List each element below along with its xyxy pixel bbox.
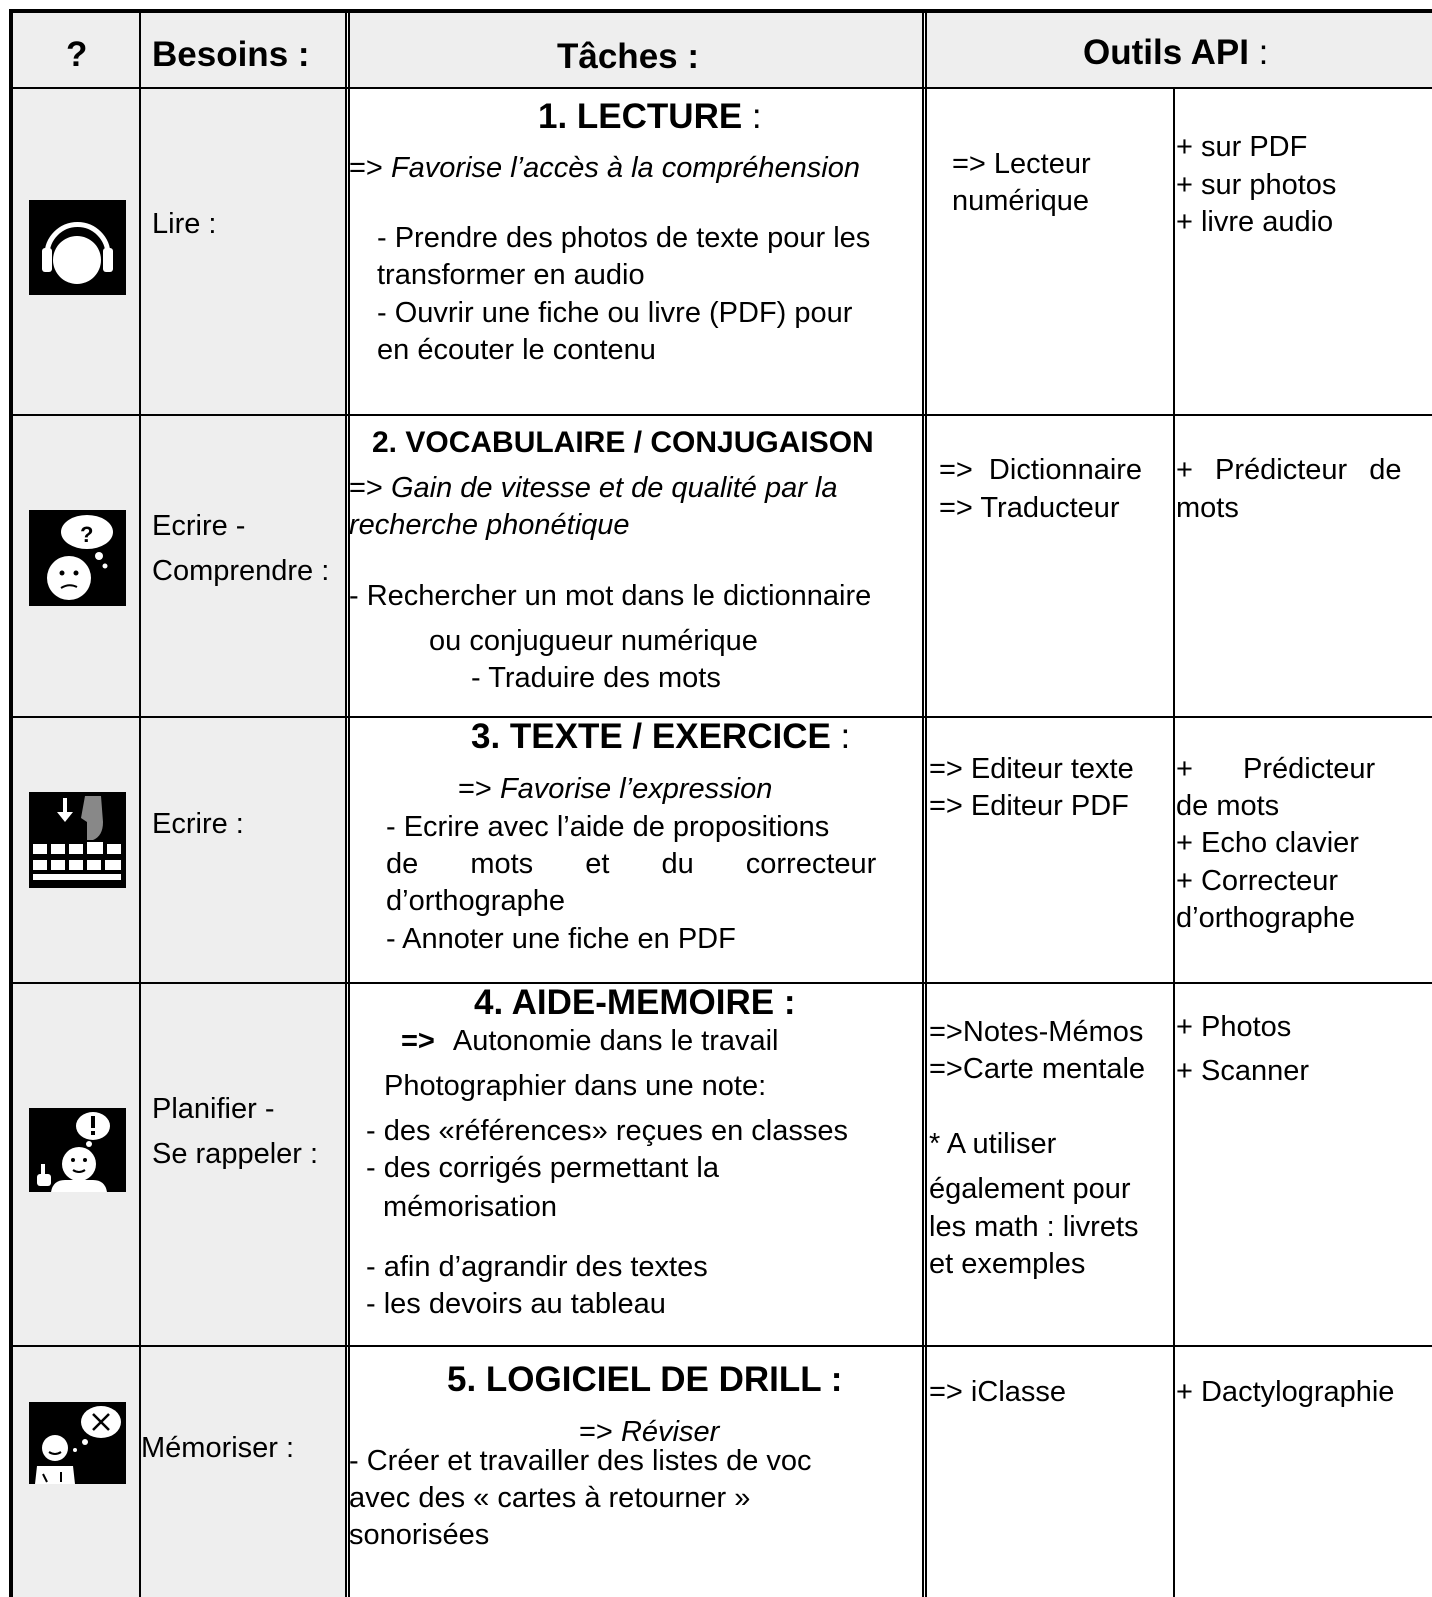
besoin-lire: Lire : <box>152 208 217 240</box>
extra-line: + sur photos <box>1176 169 1337 201</box>
header-taches: Tâches : <box>557 37 699 76</box>
task-line: mémorisation <box>383 1191 558 1223</box>
section-title-lecture <box>538 98 762 135</box>
extra-line: d’orthographe <box>1176 902 1355 934</box>
task-line: - Créer et travailler des listes de voc <box>349 1445 812 1477</box>
outil-line: => Traducteur <box>939 492 1120 524</box>
task-line: d’orthographe <box>386 885 565 917</box>
section-title-text: 1. LECTURE <box>538 97 743 136</box>
extra-line: + Echo clavier <box>1176 827 1359 859</box>
task-line: - Ouvrir une fiche ou livre (PDF) pour <box>377 297 853 329</box>
task-line: avec des « cartes à retourner » <box>349 1482 751 1514</box>
task-line: - Annoter une fiche en PDF <box>386 923 736 955</box>
subtitle-text: Favorise l’expression <box>499 773 773 805</box>
extra-line: + Dactylographie <box>1176 1376 1395 1408</box>
header-icon-col: ? <box>66 35 88 74</box>
besoin-ecrire-comprendre: Ecrire - <box>152 510 246 542</box>
outil-line: => iClasse <box>929 1376 1067 1408</box>
besoin-ecrire-comprendre-2: Comprendre : <box>152 555 330 587</box>
remember-idea-icon <box>29 1108 126 1192</box>
extra-line: + sur PDF <box>1176 131 1308 163</box>
task-line: de mots et du correcteur <box>386 848 877 880</box>
task-line: - des «références» reçues en classes <box>366 1115 848 1147</box>
subtitle-vocabulaire-2: recherche phonétique <box>349 509 630 541</box>
task-line: - Rechercher un mot dans le dictionnaire <box>349 580 872 612</box>
task-line: en écouter le contenu <box>377 334 656 366</box>
section-title-aide-memoire: 4. AIDE-MEMOIRE : <box>474 983 796 1022</box>
besoin-memoriser: Mémoriser : <box>141 1432 295 1464</box>
section-title-suffix: : <box>830 717 851 756</box>
outil-note: également pour <box>929 1173 1131 1205</box>
subtitle-arrow: => <box>579 1416 621 1448</box>
besoin-planifier: Planifier - <box>152 1093 275 1125</box>
task-line: - les devoirs au tableau <box>366 1288 666 1320</box>
section-title-text: 3. TEXTE / EXERCICE <box>471 717 831 756</box>
subtitle-text: Réviser <box>620 1416 720 1448</box>
besoin-se-rappeler: Se rappeler : <box>152 1138 319 1170</box>
subtitle-text: Gain de vitesse et de qualité par la <box>390 472 838 504</box>
outil-line: => Dictionnaire <box>939 454 1143 486</box>
subtitle-aide-memoire <box>401 1023 779 1060</box>
extra-line: + Prédicteur de <box>1176 454 1402 486</box>
subtitle-text: Autonomie dans le travail <box>452 1025 779 1057</box>
task-line: - Prendre des photos de texte pour les <box>377 222 871 254</box>
memorize-thought-icon <box>29 1402 126 1484</box>
task-line: Photographier dans une note: <box>384 1070 767 1102</box>
task-line: ou conjugueur numérique <box>429 625 758 657</box>
outil-note: et exemples <box>929 1248 1086 1280</box>
subtitle-arrow: => <box>349 472 391 504</box>
extra-line: mots <box>1176 492 1239 524</box>
outil-line: =>Carte mentale <box>929 1053 1146 1085</box>
question-thought-icon <box>29 510 126 606</box>
outil-note: les math : livrets <box>929 1211 1139 1243</box>
subtitle-vocabulaire <box>349 470 838 507</box>
header-outils <box>1083 34 1268 71</box>
header-outils-colon: : <box>1248 33 1269 72</box>
section-title-vocabulaire: 2. VOCABULAIRE / CONJUGAISON <box>372 426 874 459</box>
outil-line: =>Notes-Mémos <box>929 1016 1144 1048</box>
section-title-texte <box>471 718 850 755</box>
task-line: transformer en audio <box>377 259 645 291</box>
keyboard-typing-icon <box>29 792 126 888</box>
extra-line: + Scanner <box>1176 1055 1310 1087</box>
subtitle-texte <box>458 771 772 808</box>
subtitle-arrow: => <box>458 773 500 805</box>
task-line: - Traduire des mots <box>471 662 721 694</box>
headphones-icon <box>29 200 126 295</box>
outil-line: => Editeur texte <box>929 753 1134 785</box>
task-line: - des corrigés permettant la <box>366 1152 719 1184</box>
outil-line: => Lecteur <box>952 148 1091 180</box>
task-line: - Ecrire avec l’aide de propositions <box>386 811 830 843</box>
subtitle-arrow: => <box>349 152 391 184</box>
svg-text:?: ? <box>80 522 94 547</box>
extra-line: + livre audio <box>1176 206 1334 238</box>
extra-line: + Prédicteur <box>1176 753 1376 785</box>
outil-line: => Editeur PDF <box>929 790 1129 822</box>
task-line: - afin d’agrandir des textes <box>366 1251 708 1283</box>
extra-line: de mots <box>1176 790 1280 822</box>
section-title-drill: 5. LOGICIEL DE DRILL : <box>447 1360 843 1399</box>
subtitle-arrow: => <box>401 1025 435 1057</box>
task-line: sonorisées <box>349 1519 490 1551</box>
subtitle-lecture <box>349 150 860 187</box>
header-besoins: Besoins : <box>152 35 310 74</box>
header-outils-label: Outils API <box>1083 33 1249 72</box>
outil-line: numérique <box>952 185 1090 217</box>
section-title-suffix: : <box>742 97 762 136</box>
extra-line: + Correcteur <box>1176 865 1338 897</box>
subtitle-text: Favorise l’accès à la compréhension <box>390 152 860 184</box>
outil-note: * A utiliser <box>929 1128 1057 1160</box>
besoin-ecrire: Ecrire : <box>152 808 244 840</box>
besoins-column-bg <box>140 12 346 1597</box>
extra-line: + Photos <box>1176 1011 1292 1043</box>
